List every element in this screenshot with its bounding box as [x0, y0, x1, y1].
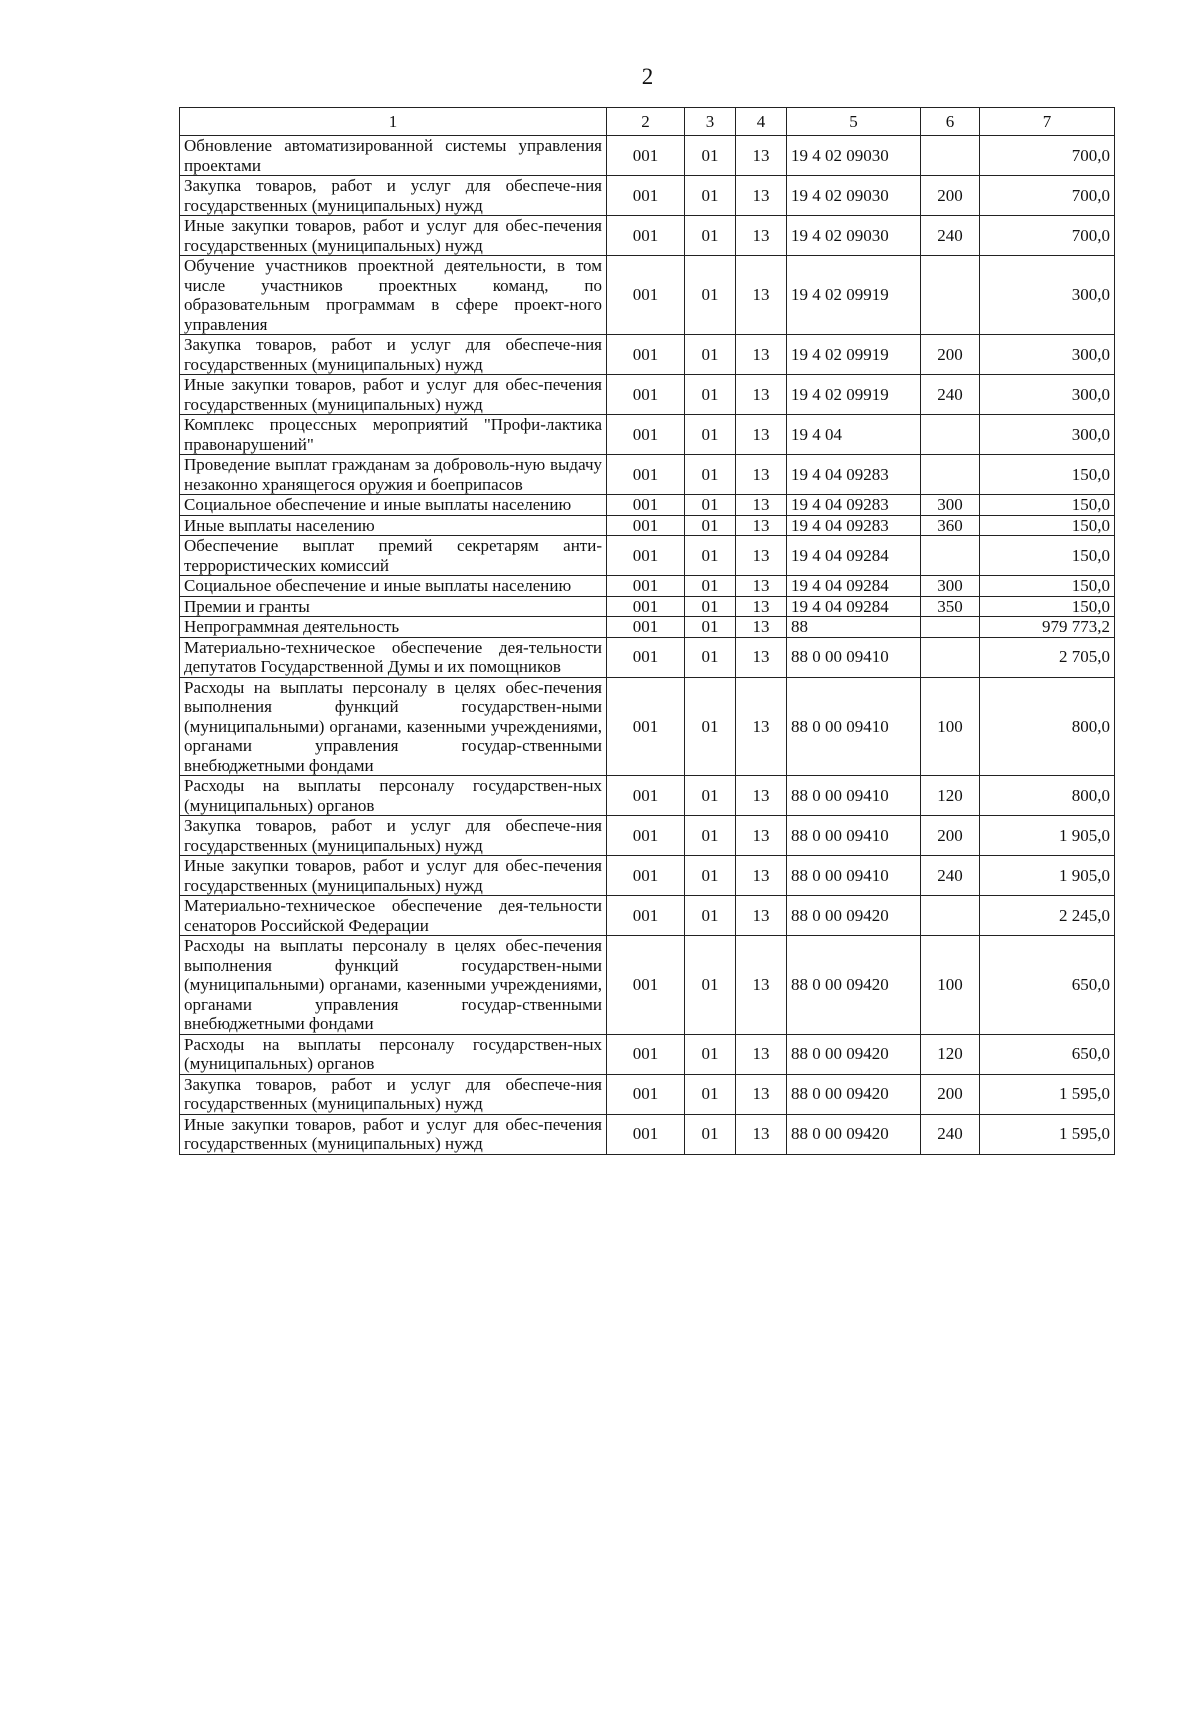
- row-description: Обучение участников проектной деятельности, в том числе участников проектных команд, по образовательным программам в сфере проект-ного управления: [180, 256, 607, 335]
- row-code-col3: 01: [685, 617, 736, 638]
- row-description: Закупка товаров, работ и услуг для обеспече-ния государственных (муниципальных) нужд: [180, 176, 607, 216]
- row-amount: 700,0: [980, 216, 1115, 256]
- row-amount: 150,0: [980, 536, 1115, 576]
- table-row: [180, 677, 1115, 776]
- table-row: [180, 1074, 1115, 1114]
- row-description: Расходы на выплаты персоналу в целях обес-печения выполнения функций государствен-ными (муниципальными) органами, казенными учреждениями, органами управления государ-ственными внебюджетными фондами: [180, 936, 607, 1035]
- row-code-col3: 01: [685, 536, 736, 576]
- row-code-col4: 13: [736, 936, 787, 1035]
- row-code-col4: 13: [736, 495, 787, 516]
- column-header-4: 4: [736, 108, 787, 136]
- row-code-col4: 13: [736, 776, 787, 816]
- row-expense-type: 360: [921, 515, 980, 536]
- row-code-col2: 001: [607, 536, 685, 576]
- row-code-col2: 001: [607, 176, 685, 216]
- row-code-col2: 001: [607, 896, 685, 936]
- row-amount: 2 705,0: [980, 637, 1115, 677]
- row-code-col4: 13: [736, 515, 787, 536]
- row-target-article: 88 0 00 09410: [787, 856, 921, 896]
- row-code-col3: 01: [685, 1074, 736, 1114]
- row-description: Материально-техническое обеспечение дея-тельности депутатов Государственной Думы и их помощников: [180, 637, 607, 677]
- table-row: [180, 176, 1115, 216]
- row-description: Непрограммная деятельность: [180, 617, 607, 638]
- row-code-col4: 13: [736, 136, 787, 176]
- row-description: Иные закупки товаров, работ и услуг для обес-печения государственных (муниципальных) нужд: [180, 856, 607, 896]
- row-code-col2: 001: [607, 1114, 685, 1154]
- row-code-col4: 13: [736, 617, 787, 638]
- row-expense-type: 120: [921, 1034, 980, 1074]
- row-code-col3: 01: [685, 896, 736, 936]
- row-code-col3: 01: [685, 776, 736, 816]
- header-row: [180, 108, 1115, 136]
- row-code-col4: 13: [736, 677, 787, 776]
- row-target-article: 19 4 04 09284: [787, 576, 921, 597]
- row-code-col2: 001: [607, 415, 685, 455]
- row-code-col2: 001: [607, 375, 685, 415]
- row-expense-type: 300: [921, 576, 980, 597]
- table-row: [180, 1034, 1115, 1074]
- row-code-col3: 01: [685, 596, 736, 617]
- row-code-col2: 001: [607, 617, 685, 638]
- row-target-article: 19 4 02 09919: [787, 256, 921, 335]
- row-amount: 1 595,0: [980, 1074, 1115, 1114]
- row-amount: 1 905,0: [980, 856, 1115, 896]
- row-expense-type: 350: [921, 596, 980, 617]
- row-amount: 800,0: [980, 776, 1115, 816]
- row-amount: 300,0: [980, 415, 1115, 455]
- row-description: Иные закупки товаров, работ и услуг для обес-печения государственных (муниципальных) нужд: [180, 1114, 607, 1154]
- row-code-col4: 13: [736, 455, 787, 495]
- table-row: [180, 335, 1115, 375]
- row-expense-type: 240: [921, 856, 980, 896]
- row-code-col2: 001: [607, 515, 685, 536]
- row-amount: 150,0: [980, 596, 1115, 617]
- row-code-col3: 01: [685, 515, 736, 536]
- row-target-article: 88 0 00 09420: [787, 1074, 921, 1114]
- row-code-col4: 13: [736, 415, 787, 455]
- row-expense-type: 100: [921, 936, 980, 1035]
- row-code-col2: 001: [607, 677, 685, 776]
- row-target-article: 19 4 04 09283: [787, 495, 921, 516]
- row-code-col2: 001: [607, 856, 685, 896]
- row-code-col4: 13: [736, 216, 787, 256]
- row-target-article: 19 4 02 09030: [787, 136, 921, 176]
- row-code-col3: 01: [685, 637, 736, 677]
- row-description: Проведение выплат гражданам за доброволь-ную выдачу незаконно хранящегося оружия и боеприпасов: [180, 455, 607, 495]
- table-row: [180, 536, 1115, 576]
- row-code-col3: 01: [685, 455, 736, 495]
- row-expense-type: 100: [921, 677, 980, 776]
- column-header-5: 5: [787, 108, 921, 136]
- table-body: [180, 136, 1115, 1155]
- table-row: [180, 1114, 1115, 1154]
- row-description: Социальное обеспечение и иные выплаты населению: [180, 576, 607, 597]
- row-amount: 650,0: [980, 1034, 1115, 1074]
- row-code-col4: 13: [736, 856, 787, 896]
- row-expense-type: [921, 455, 980, 495]
- row-code-col3: 01: [685, 415, 736, 455]
- row-expense-type: [921, 136, 980, 176]
- column-header-2: 2: [607, 108, 685, 136]
- row-description: Иные выплаты населению: [180, 515, 607, 536]
- row-code-col4: 13: [736, 576, 787, 597]
- table-row: [180, 596, 1115, 617]
- row-code-col4: 13: [736, 1114, 787, 1154]
- row-target-article: 88 0 00 09410: [787, 816, 921, 856]
- row-target-article: 19 4 04 09284: [787, 596, 921, 617]
- column-header-7: 7: [980, 108, 1115, 136]
- row-target-article: 19 4 04 09283: [787, 455, 921, 495]
- row-code-col4: 13: [736, 536, 787, 576]
- column-header-6: 6: [921, 108, 980, 136]
- table-row: [180, 856, 1115, 896]
- row-amount: 800,0: [980, 677, 1115, 776]
- row-code-col3: 01: [685, 816, 736, 856]
- row-expense-type: 120: [921, 776, 980, 816]
- row-code-col3: 01: [685, 677, 736, 776]
- row-code-col4: 13: [736, 896, 787, 936]
- row-target-article: 19 4 02 09030: [787, 176, 921, 216]
- row-expense-type: 200: [921, 335, 980, 375]
- table-row: [180, 256, 1115, 335]
- row-code-col3: 01: [685, 1034, 736, 1074]
- column-header-1: 1: [180, 108, 607, 136]
- row-target-article: 88 0 00 09420: [787, 896, 921, 936]
- row-code-col3: 01: [685, 136, 736, 176]
- row-amount: 300,0: [980, 335, 1115, 375]
- row-expense-type: [921, 415, 980, 455]
- row-description: Закупка товаров, работ и услуг для обеспече-ния государственных (муниципальных) нужд: [180, 335, 607, 375]
- row-amount: 1 905,0: [980, 816, 1115, 856]
- row-code-col4: 13: [736, 176, 787, 216]
- row-code-col3: 01: [685, 256, 736, 335]
- table-row: [180, 136, 1115, 176]
- table-row: [180, 776, 1115, 816]
- row-amount: 300,0: [980, 375, 1115, 415]
- row-expense-type: [921, 617, 980, 638]
- table-row: [180, 617, 1115, 638]
- row-amount: 150,0: [980, 495, 1115, 516]
- row-description: Иные закупки товаров, работ и услуг для обес-печения государственных (муниципальных) нужд: [180, 375, 607, 415]
- row-amount: 1 595,0: [980, 1114, 1115, 1154]
- row-amount: 2 245,0: [980, 896, 1115, 936]
- row-target-article: 88 0 00 09420: [787, 936, 921, 1035]
- row-target-article: 19 4 04: [787, 415, 921, 455]
- row-code-col3: 01: [685, 936, 736, 1035]
- row-amount: 979 773,2: [980, 617, 1115, 638]
- row-code-col4: 13: [736, 596, 787, 617]
- table-row: [180, 375, 1115, 415]
- column-header-3: 3: [685, 108, 736, 136]
- row-expense-type: [921, 896, 980, 936]
- row-amount: 700,0: [980, 176, 1115, 216]
- row-description: Обеспечение выплат премий секретарям анти-террористических комиссий: [180, 536, 607, 576]
- row-description: Расходы на выплаты персоналу государствен-ных (муниципальных) органов: [180, 776, 607, 816]
- table-row: [180, 495, 1115, 516]
- row-amount: 300,0: [980, 256, 1115, 335]
- row-code-col4: 13: [736, 816, 787, 856]
- row-target-article: 19 4 02 09030: [787, 216, 921, 256]
- row-code-col2: 001: [607, 1074, 685, 1114]
- row-description: Комплекс процессных мероприятий "Профи-лактика правонарушений": [180, 415, 607, 455]
- row-code-col4: 13: [736, 256, 787, 335]
- row-code-col4: 13: [736, 637, 787, 677]
- row-code-col3: 01: [685, 495, 736, 516]
- row-expense-type: 200: [921, 1074, 980, 1114]
- row-description: Расходы на выплаты персоналу в целях обес-печения выполнения функций государствен-ными (муниципальными) органами, казенными учреждениями, органами управления государ-ственными внебюджетными фондами: [180, 677, 607, 776]
- table-row: [180, 576, 1115, 597]
- row-target-article: 19 4 02 09919: [787, 375, 921, 415]
- row-description: Закупка товаров, работ и услуг для обеспече-ния государственных (муниципальных) нужд: [180, 1074, 607, 1114]
- row-target-article: 19 4 02 09919: [787, 335, 921, 375]
- row-target-article: 88 0 00 09410: [787, 776, 921, 816]
- row-target-article: 19 4 04 09284: [787, 536, 921, 576]
- row-expense-type: 240: [921, 375, 980, 415]
- row-expense-type: 200: [921, 176, 980, 216]
- row-code-col4: 13: [736, 1074, 787, 1114]
- row-description: Социальное обеспечение и иные выплаты населению: [180, 495, 607, 516]
- row-code-col4: 13: [736, 1034, 787, 1074]
- row-expense-type: [921, 536, 980, 576]
- row-code-col4: 13: [736, 375, 787, 415]
- table-row: [180, 216, 1115, 256]
- row-expense-type: 200: [921, 816, 980, 856]
- row-code-col2: 001: [607, 495, 685, 516]
- row-expense-type: 240: [921, 216, 980, 256]
- table-row: [180, 637, 1115, 677]
- row-expense-type: [921, 256, 980, 335]
- row-code-col2: 001: [607, 576, 685, 597]
- row-description: Премии и гранты: [180, 596, 607, 617]
- row-description: Иные закупки товаров, работ и услуг для обес-печения государственных (муниципальных) нужд: [180, 216, 607, 256]
- budget-table: [179, 107, 1115, 1155]
- row-amount: 150,0: [980, 576, 1115, 597]
- row-code-col2: 001: [607, 776, 685, 816]
- table-row: [180, 936, 1115, 1035]
- row-amount: 700,0: [980, 136, 1115, 176]
- row-description: Обновление автоматизированной системы управления проектами: [180, 136, 607, 176]
- row-code-col3: 01: [685, 176, 736, 216]
- row-code-col2: 001: [607, 816, 685, 856]
- row-expense-type: 240: [921, 1114, 980, 1154]
- row-description: Материально-техническое обеспечение дея-тельности сенаторов Российской Федерации: [180, 896, 607, 936]
- table-row: [180, 816, 1115, 856]
- row-code-col2: 001: [607, 1034, 685, 1074]
- row-amount: 650,0: [980, 936, 1115, 1035]
- table-row: [180, 896, 1115, 936]
- row-code-col2: 001: [607, 335, 685, 375]
- row-expense-type: 300: [921, 495, 980, 516]
- row-code-col3: 01: [685, 216, 736, 256]
- row-code-col2: 001: [607, 136, 685, 176]
- row-code-col3: 01: [685, 856, 736, 896]
- row-target-article: 88 0 00 09420: [787, 1114, 921, 1154]
- row-target-article: 19 4 04 09283: [787, 515, 921, 536]
- row-amount: 150,0: [980, 455, 1115, 495]
- row-description: Закупка товаров, работ и услуг для обеспече-ния государственных (муниципальных) нужд: [180, 816, 607, 856]
- table-row: [180, 515, 1115, 536]
- row-target-article: 88 0 00 09410: [787, 637, 921, 677]
- table-row: [180, 415, 1115, 455]
- row-code-col3: 01: [685, 335, 736, 375]
- page-number: 2: [641, 64, 654, 89]
- row-amount: 150,0: [980, 515, 1115, 536]
- row-description: Расходы на выплаты персоналу государствен-ных (муниципальных) органов: [180, 1034, 607, 1074]
- row-code-col3: 01: [685, 576, 736, 597]
- row-code-col4: 13: [736, 335, 787, 375]
- row-expense-type: [921, 637, 980, 677]
- row-code-col2: 001: [607, 936, 685, 1035]
- row-code-col2: 001: [607, 455, 685, 495]
- table-row: [180, 455, 1115, 495]
- row-code-col2: 001: [607, 256, 685, 335]
- row-code-col3: 01: [685, 1114, 736, 1154]
- row-code-col2: 001: [607, 216, 685, 256]
- row-code-col3: 01: [685, 375, 736, 415]
- row-target-article: 88 0 00 09410: [787, 677, 921, 776]
- row-target-article: 88 0 00 09420: [787, 1034, 921, 1074]
- row-target-article: 88: [787, 617, 921, 638]
- row-code-col2: 001: [607, 637, 685, 677]
- row-code-col2: 001: [607, 596, 685, 617]
